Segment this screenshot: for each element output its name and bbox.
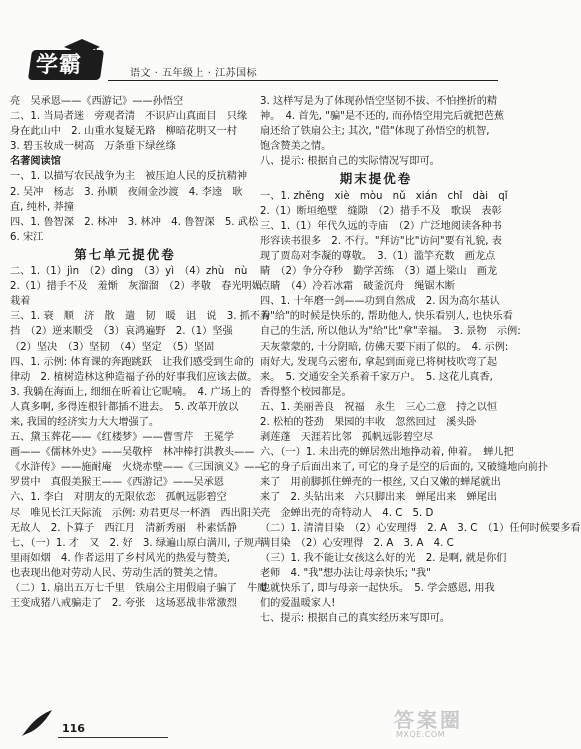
page-header bbox=[0, 0, 500, 88]
text-line: 四、1. 鲁智深 2. 林冲 3. 林冲 4. 鲁智深 5. 武松 bbox=[10, 216, 259, 228]
text-line: 里雨如烟 4. 作者运用了乡村风光的热爱与赞美, bbox=[10, 552, 230, 564]
text-line: 壳 金蝉出壳的奇特动人 4. C 5. D bbox=[260, 507, 434, 519]
watermark-text: 答案圈 bbox=[394, 708, 463, 732]
text-line: 们的爱温暖家人! bbox=[260, 598, 336, 610]
section-heading: 期末提优卷 bbox=[339, 171, 413, 187]
text-line: 2. 吴冲 杨志 3. 孙顺 夜闹金沙渡 4. 李逵 耿 bbox=[10, 186, 243, 198]
text-line: 八、提示: 根据自己的实际情况写即可。 bbox=[260, 156, 440, 168]
text-line: 律动 2. 植树造林这种造福子孙的好事我们应该去做。 bbox=[10, 371, 258, 383]
text-line: 也就快乐了, 即与母亲一起快乐。 5. 学会感恩, 用我 bbox=[260, 583, 495, 594]
text-line: （2）坚决 （3）坚韧 （4）坚定 （5）坚固 bbox=[10, 341, 215, 353]
text-line: 3. 我躺在海面上, 细细在昕着让它昵喃。 4. 广场上的 bbox=[10, 386, 252, 398]
text-line: （二）1. 扇出五万七千里 铁扇公主用假扇子骗了 牛魔 bbox=[10, 583, 268, 594]
text-line: （二）1. 清清目染 （2）心安理得 2. A 3. C （1）任何时候要多看 bbox=[260, 522, 581, 534]
text-line: 四、1. 示例: 体育课的奔跑跳跃 让我们感受到生命的 bbox=[10, 356, 254, 368]
text-line: 七、（一）1. 才 又 2. 好 3. 绿遍山原白满川, 子规声 bbox=[10, 537, 265, 549]
text-line: 2.（1）措手不及 羞惭 灰溜溜 （2）孝敬 春光明媚 bbox=[10, 281, 262, 293]
text-line: 它的身子后面出来了, 可它的身子是空的后面的, 又破缝地向前扑 bbox=[260, 462, 549, 474]
text-line: 二、1. 当局者迷 旁观者清 不识庐山真面目 只缘 bbox=[10, 111, 248, 123]
watermark-url: MXQE.COM bbox=[396, 730, 446, 739]
text-line: 3. 碧玉妆成一树高 万条垂下绿丝绦 bbox=[10, 141, 176, 153]
text-line: 无故人 2. 卜算子 西江月 清新秀丽 朴素恬静 bbox=[10, 522, 237, 534]
text-line: 七、提示: 根据自己的真实经历来写即可。 bbox=[260, 613, 451, 625]
text-line: 四、1. 十年磨一剑——功到自然成 2. 因为高尔基认 bbox=[260, 296, 500, 308]
header-title: 语文 · 五年级上 · 江苏国标 bbox=[130, 68, 258, 79]
text-line: 3. 这样写是为了体现孙悟空坚韧不拔、不怕挫折的精 bbox=[260, 96, 498, 107]
text-line: 自己的生活, 所以他认为"给"比"拿"幸福。 3. 景物 示例: bbox=[260, 326, 521, 338]
text-line: 栽着 bbox=[10, 296, 31, 308]
text-line: 三、1. 衰 顺 济 散 遣 韧 暖 诅 说 3. 抓不着 bbox=[10, 311, 271, 323]
text-line: 2. 松柏的苍劲 果园的丰收 忽然回过 溪头卧 bbox=[260, 416, 477, 428]
text-line: 来。 5. 交通安全关系着千家万户。 5. 这花儿真香, bbox=[260, 371, 493, 383]
page-number: 116 bbox=[62, 722, 85, 735]
text-line: 《水浒传》——施耐庵 火烧赤壁——《三国演义》—— bbox=[10, 462, 265, 474]
text-line: 六、1. 李白 对朋友的无限依恋 孤帆远影碧空 bbox=[10, 492, 227, 504]
logo-text: 学霸 bbox=[36, 52, 83, 78]
text-line: 老师 4. "我"想办法让母亲快乐; "我" bbox=[260, 567, 431, 579]
text-line: 挡 （2）逆来顺受 （3）哀鸿遍野 2.（1）坚强 bbox=[10, 326, 233, 338]
text-line: 直, 纯朴, 莽撞 bbox=[10, 201, 74, 213]
right-column bbox=[260, 94, 581, 626]
section-label: 名著阅读馆 bbox=[10, 156, 61, 168]
text-line: 罗贯中 真假美猴王——《西游记》——吴承恩 bbox=[10, 477, 224, 489]
text-line: 也表现出他对劳动人民、劳动生活的赞美之情。 bbox=[10, 567, 224, 579]
text-line: 尽 唯见长江天际流 示例: 劝君更尽一杯酒 西出阳关 bbox=[10, 507, 262, 519]
text-line: 饱含赞美之情。 bbox=[260, 141, 332, 153]
brand-logo bbox=[22, 38, 112, 82]
text-line: 满目染 （2）心安理得 2. A 3. A 4. C bbox=[260, 537, 454, 549]
text-line: 三、1.（1）年代久远的寺庙 （2）广泛地阅读各种书 bbox=[260, 220, 502, 232]
text-line: 亮 吴承恩——《西游记》——孙悟空 bbox=[10, 96, 184, 107]
left-column bbox=[10, 94, 271, 611]
text-line: 来了 2. 头钻出来 六只脚出来 蝉尾出来 蝉尾出 bbox=[260, 492, 498, 504]
text-line: 王变成猪八戒骗走了 2. 夸张 这场恶战非常激烈 bbox=[10, 598, 237, 610]
quill-icon bbox=[20, 708, 54, 738]
watermark bbox=[388, 700, 496, 744]
text-line: 剥莲蓬 天涯若比邻 孤帆远影碧空尽 bbox=[260, 432, 434, 444]
text-line: 来了 用前脚抓住蝉壳的一根丝, 又白又嫩的蝉尾就出 bbox=[260, 477, 501, 489]
text-line: 点睛 （4）冷若冰霜 破釜沉舟 绳锯木断 bbox=[260, 281, 455, 293]
header-divider bbox=[108, 80, 498, 81]
text-line: 来, 我国的经济实力大大增强了。 bbox=[10, 416, 160, 428]
text-line: 6. 宋江 bbox=[10, 231, 44, 243]
text-line: 扇还给了铁扇公主; 其次, "借"体现了孙悟空的机智, bbox=[260, 126, 490, 138]
text-line: 画——《儒林外史》——吴敬梓 林冲棒打洪教头—— bbox=[10, 447, 255, 459]
text-line: 六、（一）1. 未出壳的蝉居然出地挣动着, 伸着。 蝉儿把 bbox=[260, 447, 514, 459]
text-line: 为"给"的时候是快乐的, 帮助他人, 快乐看别人, 也快乐看 bbox=[260, 311, 513, 323]
text-line: 一、1. 以描写农民战争为主 被压迫人民的反抗精神 bbox=[10, 171, 248, 183]
text-line: 睛 （2）争分夺秒 勤学苦练 （3）逼上梁山 画龙 bbox=[260, 266, 498, 278]
footer-divider bbox=[58, 737, 168, 738]
text-line: （三）1. 我不能让女孩这么好的光 2. 是啊, 就是你们 bbox=[260, 552, 507, 564]
text-line: 人真多啊, 多得连根针都插不进去。 5. 改革开放以 bbox=[10, 401, 239, 413]
text-line: 五、黛玉葬花——《红楼梦》——曹雪芹 王冕学 bbox=[10, 432, 235, 444]
text-line: 形容读书很多 2. 不行。"拜访"比"访问"要有礼貌, 表 bbox=[260, 235, 502, 247]
text-line: 身在此山中 2. 山重水复疑无路 柳暗花明又一村 bbox=[10, 126, 237, 138]
section-heading: 第七单元提优卷 bbox=[74, 246, 176, 262]
text-line: 雨好大, 发现乌云密布, 拿起到面竟已将树枝吹弯了起 bbox=[260, 356, 498, 368]
text-line: 香得整个校园都是。 bbox=[260, 386, 352, 398]
text-line: 神。 4. 首先, "骗"是不还的, 而孙悟空用完后就把芭蕉 bbox=[260, 111, 505, 123]
text-line: 二、1.（1）jìn （2）dìng （3）yì （4）zhù nù bbox=[10, 266, 248, 278]
text-line: 2.（1）断垣绝壁 缝隙 （2）措手不及 歌误 表彰 bbox=[260, 205, 502, 217]
text-line: 五、1. 美丽善良 祝福 永生 三心二意 持之以恒 bbox=[260, 401, 498, 413]
text-line: 天灰蒙蒙的, 十分阴暗, 仿佛天要下雨了似的。 4. 示例: bbox=[260, 341, 509, 353]
text-line: 现了贾岛对李凝的尊敬。 3.（1）滥竽充数 画龙点 bbox=[260, 250, 496, 262]
text-line: 一、1. zhěng xiè mòu nǔ xián chǐ dài qǐ bbox=[260, 190, 508, 202]
